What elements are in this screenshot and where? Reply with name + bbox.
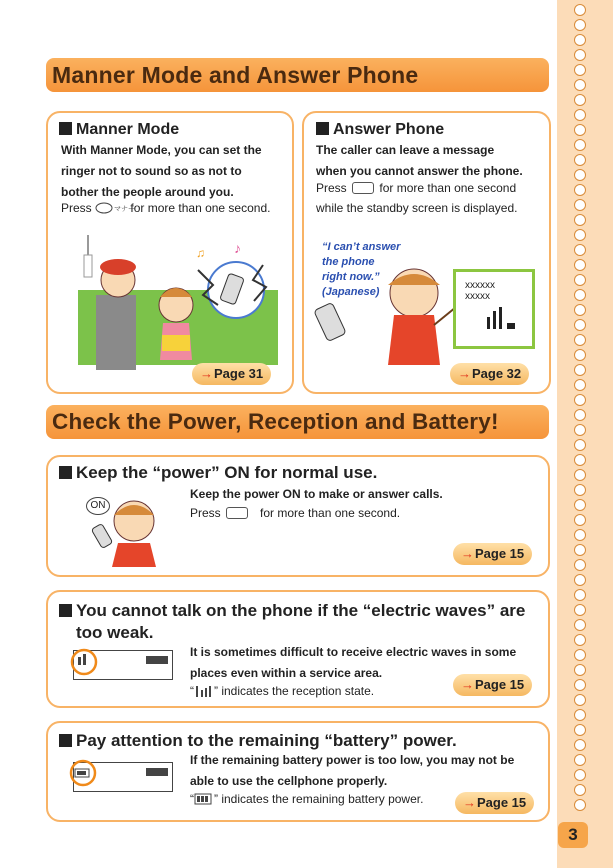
binder-ring [574, 784, 586, 796]
power-illustration [90, 495, 165, 570]
answer-phone-title: Answer Phone [316, 121, 444, 139]
binder-ring [574, 739, 586, 751]
binder-ring [574, 334, 586, 346]
binder-ring [574, 19, 586, 31]
binder-ring [574, 199, 586, 211]
binder-ring [574, 184, 586, 196]
binder-ring [574, 94, 586, 106]
binder-ring [574, 154, 586, 166]
manner-mode-instruction: Press マナー for more than one second. [61, 201, 271, 215]
binder-ring [574, 34, 586, 46]
binder-ring [574, 589, 586, 601]
battery-page-link[interactable]: →Page 15 [455, 792, 534, 814]
binder-ring [574, 64, 586, 76]
binder-ring [574, 289, 586, 301]
binder-ring [574, 469, 586, 481]
power-page-link[interactable]: →Page 15 [453, 543, 532, 565]
binder-ring [574, 484, 586, 496]
section-title: Check the Power, Reception and Battery! [52, 409, 499, 434]
answer-page-link[interactable]: →Page 32 [450, 363, 529, 385]
binder-ring [574, 229, 586, 241]
binder-ring [574, 454, 586, 466]
answer-screen-text: xxxxxx xxxxx [465, 280, 495, 302]
binder-ring [574, 544, 586, 556]
battery-note: “ ” indicates the remaining battery power. [190, 792, 424, 806]
binder-ring [574, 574, 586, 586]
binder-ring [574, 499, 586, 511]
binder-ring [574, 649, 586, 661]
binder-ring [574, 424, 586, 436]
binder-ring [574, 604, 586, 616]
reception-indicator-icon [68, 645, 178, 685]
waves-description: It is sometimes difficult to receive electric waves in some places even within a service area. [190, 645, 517, 680]
battery-indicator-icon [66, 757, 176, 797]
section-title: Manner Mode and Answer Phone [52, 62, 419, 88]
binder-ring [574, 214, 586, 226]
section-banner-power [46, 405, 549, 439]
binder-ring [574, 244, 586, 256]
binder-ring [574, 619, 586, 631]
binder-ring [574, 139, 586, 151]
binder-ring [574, 259, 586, 271]
binder-ring [574, 4, 586, 16]
power-title: Keep the “power” ON for normal use. [59, 462, 377, 484]
answer-phone-instruction: Press for more than one second while the standby screen is displayed. [316, 181, 518, 215]
battery-icon [194, 793, 214, 805]
battery-title: Pay attention to the remaining “battery” power. [59, 730, 457, 752]
binder-ring [574, 529, 586, 541]
page-number: 3 [558, 822, 588, 848]
section-banner-manner-answer [46, 58, 549, 92]
manner-mode-description: With Manner Mode, you can set the ringer not to sound so as not to bother the people around you. [61, 143, 262, 199]
manner-page-link[interactable]: →Page 31 [192, 363, 271, 385]
binder-ring [574, 769, 586, 781]
binder-ring [574, 559, 586, 571]
binder-ring [574, 124, 586, 136]
power-instruction: Press for more than one second. [190, 506, 401, 520]
binder-ring [574, 439, 586, 451]
manner-mode-title: Manner Mode [59, 121, 179, 139]
binder-ring [574, 724, 586, 736]
screen-bars-icon [485, 305, 521, 329]
binder-ring [574, 109, 586, 121]
binder-ring [574, 754, 586, 766]
manner-key-icon [95, 202, 136, 214]
svg-text:♫: ♫ [196, 246, 205, 260]
waves-title: You cannot talk on the phone if the “electric waves” are too weak. [59, 600, 525, 644]
binder-ring [574, 319, 586, 331]
answer-phone-description: The caller can leave a message when you cannot answer the phone. [316, 143, 523, 178]
antenna-icon [194, 685, 214, 697]
binder-ring [574, 394, 586, 406]
binder-ring [574, 49, 586, 61]
power-description: Keep the power ON to make or answer calls. [190, 487, 443, 501]
binder-ring [574, 694, 586, 706]
binder-ring [574, 169, 586, 181]
power-key-icon [226, 507, 248, 519]
binder-ring [574, 799, 586, 811]
binder-ring [574, 304, 586, 316]
answer-key-icon [352, 182, 374, 194]
binder-ring [574, 364, 586, 376]
waves-note: “ ” indicates the reception state. [190, 684, 375, 698]
battery-description: If the remaining battery power is too low, you may not be able to use the cellphone properly. [190, 753, 515, 788]
svg-text:♪: ♪ [234, 240, 241, 256]
answer-quote: “I can’t answer the phone right now.” (Japanese) [322, 241, 401, 298]
waves-page-link[interactable]: →Page 15 [453, 674, 532, 696]
binder-ring [574, 379, 586, 391]
svg-text:マナー: マナー [114, 206, 136, 213]
binder-ring [574, 709, 586, 721]
binder-ring [574, 274, 586, 286]
binder-ring [574, 634, 586, 646]
binder-ring [574, 664, 586, 676]
answer-phone-illustration [316, 285, 466, 370]
binder-ring [574, 349, 586, 361]
manner-mode-illustration [78, 235, 278, 370]
binder-ring [574, 79, 586, 91]
binder-ring [574, 409, 586, 421]
on-bubble: ON [86, 497, 110, 515]
binder-ring [574, 514, 586, 526]
binder-ring [574, 679, 586, 691]
